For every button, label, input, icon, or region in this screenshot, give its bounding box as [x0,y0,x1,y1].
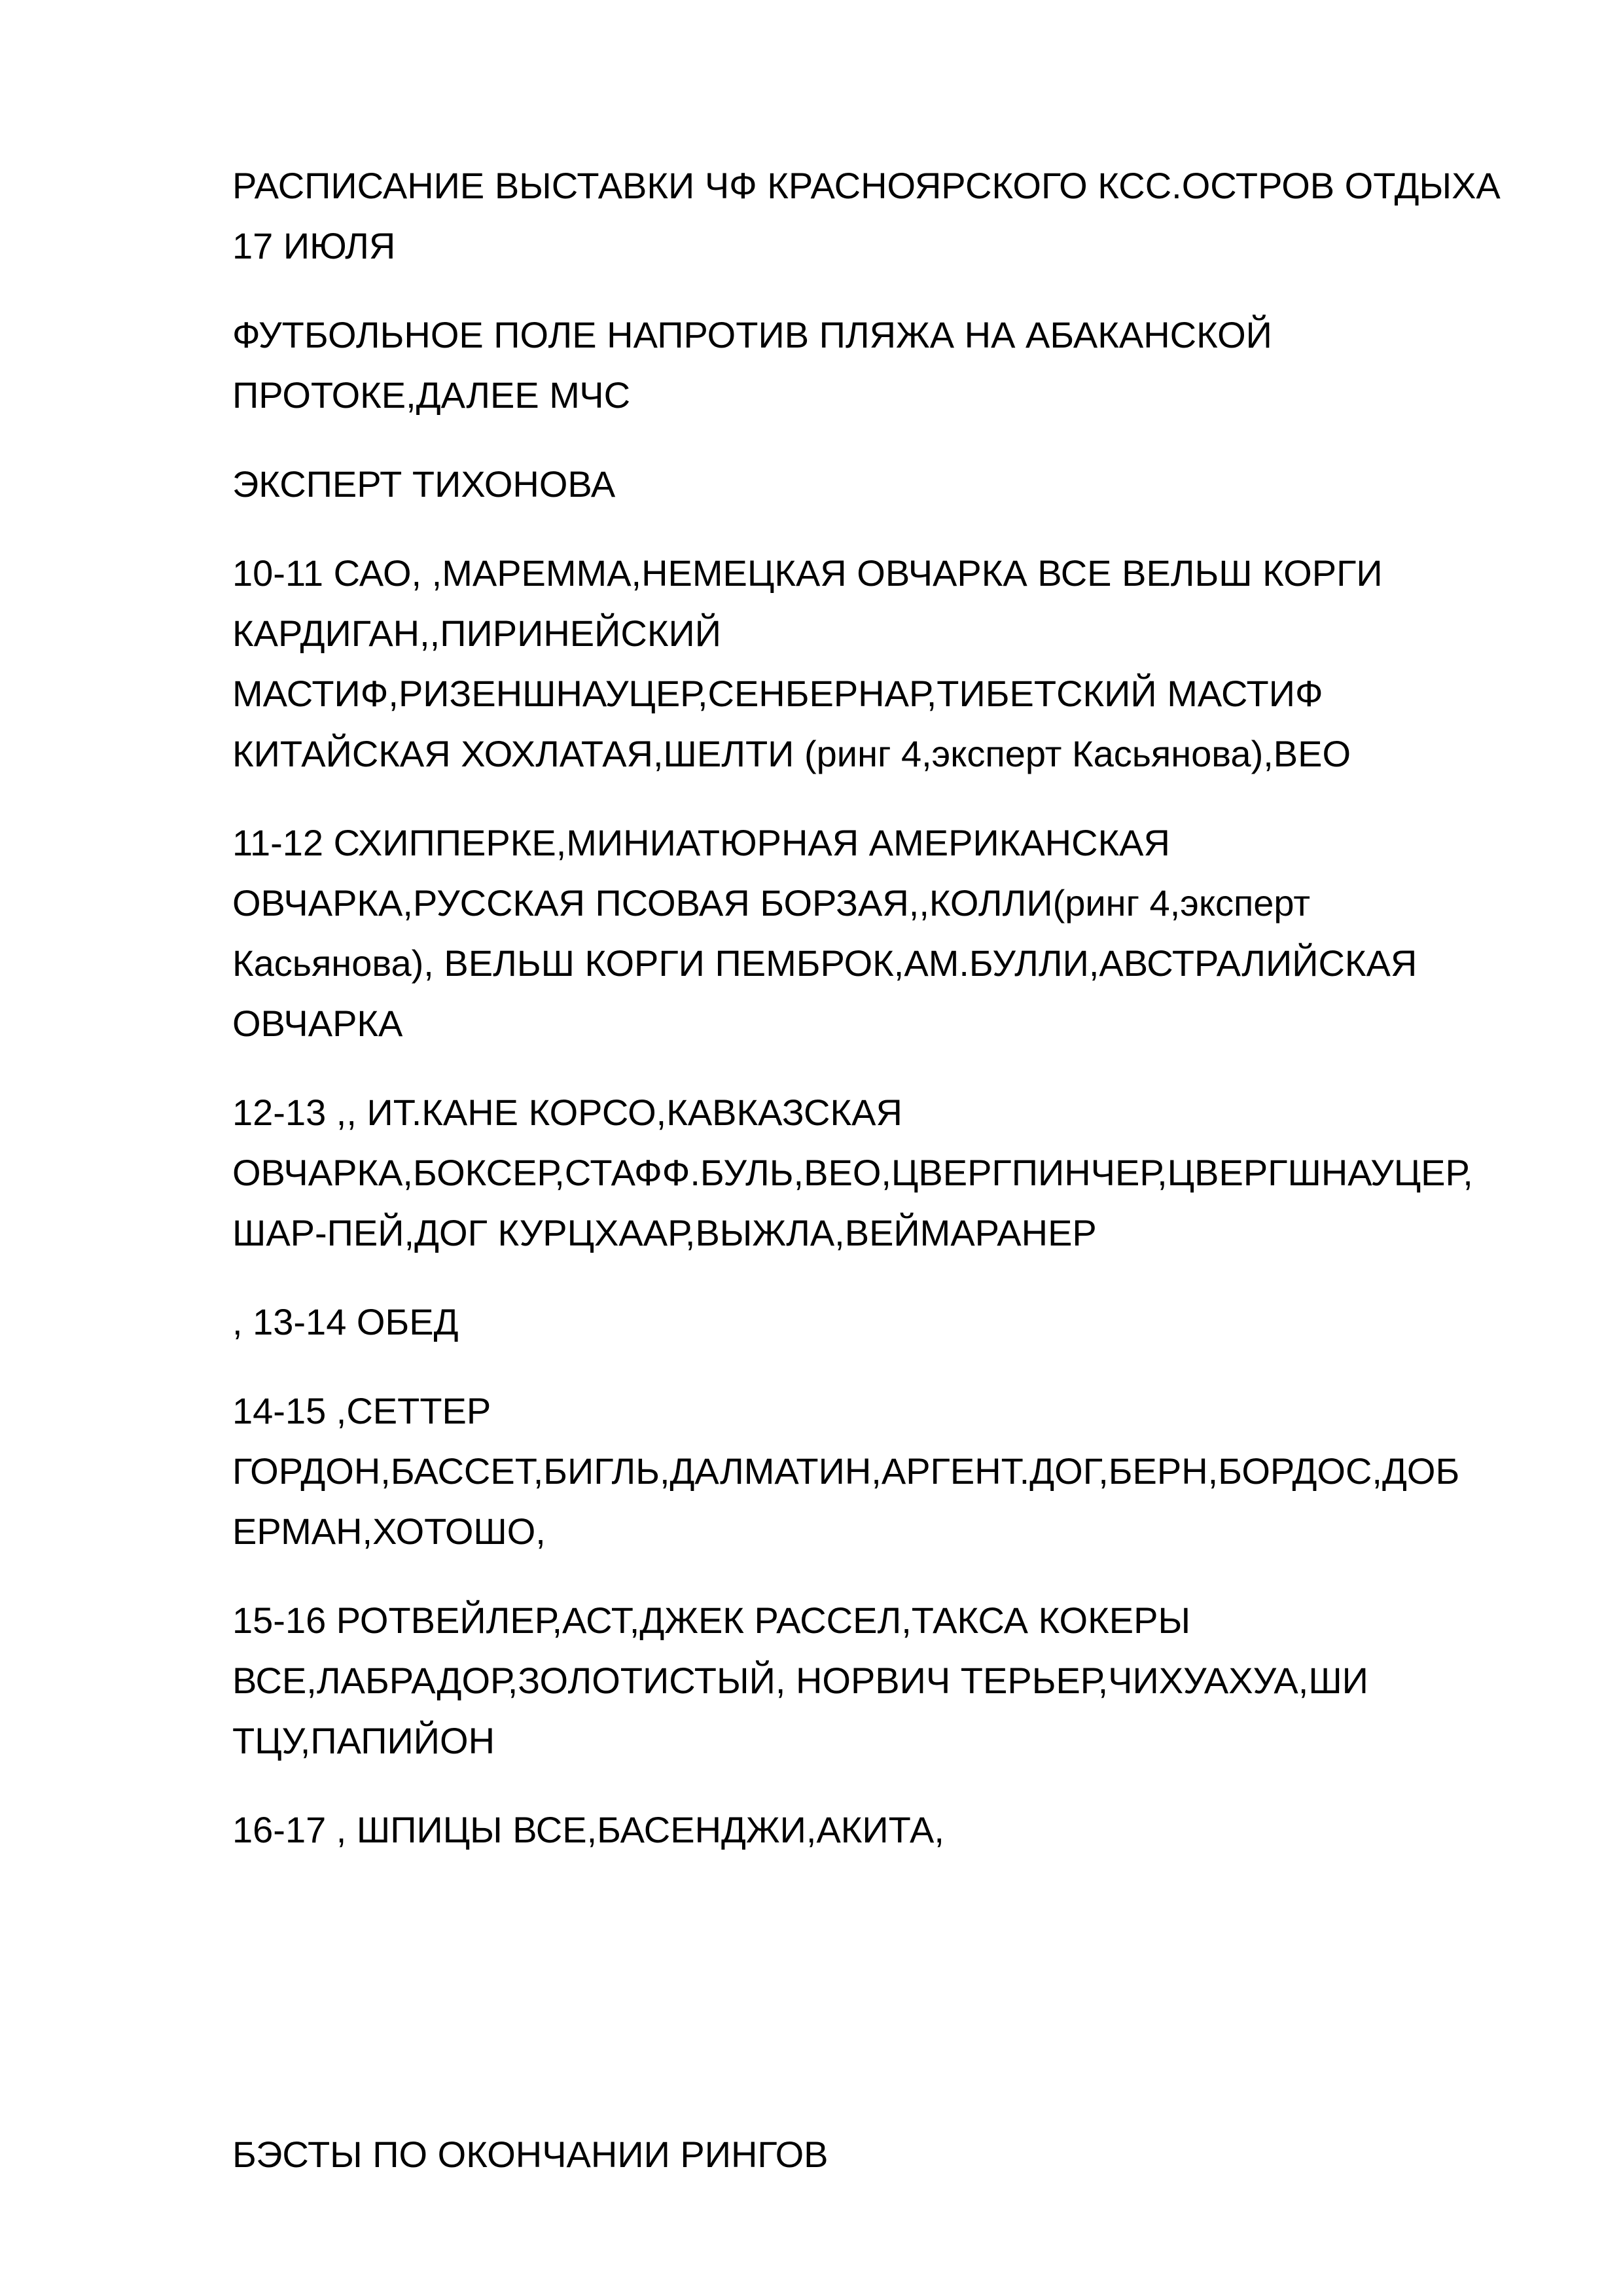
document-body [232,156,1554,2214]
text-line: ЭКСПЕРТ ТИХОНОВА [232,463,616,505]
text-line: ФУТБОЛЬНОЕ ПОЛЕ НАПРОТИВ ПЛЯЖА НА АБАКАНСКОЙ [232,314,1272,355]
title-paragraph [232,156,1554,276]
text-line: ШАР-ПЕЙ,ДОГ КУРЦХААР,ВЫЖЛА,ВЕЙМАРАНЕР [232,1212,1097,1253]
text-line: ОВЧАРКА,РУССКАЯ ПСОВАЯ БОРЗАЯ,,КОЛЛИ(ринг 4,эксперт [232,882,1310,924]
schedule-slot-15-16 [232,1590,1554,1771]
text-line: РАСПИСАНИЕ ВЫСТАВКИ ЧФ КРАСНОЯРСКОГО КСС.ОСТРОВ ОТДЫХА [232,165,1501,206]
text-line: ГОРДОН,БАССЕТ,БИГЛЬ,ДАЛМАТИН,АРГЕНТ.ДОГ,БЕРН,БОРДОС,ДОБ [232,1450,1460,1492]
text-line: ЕРМАН,ХОТОШО, [232,1511,546,1552]
schedule-slot-11-12 [232,813,1554,1054]
text-line: 15-16 РОТВЕЙЛЕР,АСТ,ДЖЕК РАССЕЛ,ТАКСА КОКЕРЫ [232,1600,1191,1641]
text-line: 16-17 , ШПИЦЫ ВСЕ,БАСЕНДЖИ,АКИТА, [232,1809,944,1850]
text-line: 14-15 ,СЕТТЕР [232,1390,491,1431]
text-line: ТЦУ,ПАПИЙОН [232,1720,495,1761]
location-paragraph [232,305,1554,425]
schedule-slot-10-11 [232,543,1554,784]
text-line: ВСЕ,ЛАБРАДОР,ЗОЛОТИСТЫЙ, НОРВИЧ ТЕРЬЕР,ЧИХУАХУА,ШИ [232,1660,1368,1701]
text-line: ОВЧАРКА,БОКСЕР,СТАФФ.БУЛЬ,ВЕО,ЦВЕРГПИНЧЕР,ЦВЕРГШНАУЦЕР, [232,1152,1473,1193]
text-line: ПРОТОКЕ,ДАЛЕЕ МЧС [232,374,631,416]
text-line: Касьянова), ВЕЛЬШ КОРГИ ПЕМБРОК,АМ.БУЛЛИ,АВСТРАЛИЙСКАЯ [232,942,1418,984]
text-line: 17 ИЮЛЯ [232,225,396,266]
expert-paragraph [232,454,1554,514]
text-line: 11-12 СХИППЕРКЕ,МИНИАТЮРНАЯ АМЕРИКАНСКАЯ [232,822,1170,863]
text-line: МАСТИФ,РИЗЕНШНАУЦЕР,СЕНБЕРНАР,ТИБЕТСКИЙ МАСТИФ [232,673,1323,714]
text-line: 10-11 САО, ,МАРЕММА,НЕМЕЦКАЯ ОВЧАРКА ВСЕ ВЕЛЬШ КОРГИ [232,552,1383,594]
schedule-slot-13-14-lunch [232,1292,1554,1352]
text-line: КИТАЙСКАЯ ХОХЛАТАЯ,ШЕЛТИ (ринг 4,эксперт Касьянова),ВЕО [232,733,1351,774]
schedule-slot-14-15 [232,1381,1554,1562]
footer-note [232,2125,1554,2185]
text-line: БЭСТЫ ПО ОКОНЧАНИИ РИНГОВ [232,2134,829,2175]
text-line: КАРДИГАН,,ПИРИНЕЙСКИЙ [232,613,721,654]
blank-space [232,1889,1554,2125]
text-line: ОВЧАРКА [232,1003,403,1044]
schedule-slot-16-17 [232,1800,1554,1860]
schedule-slot-12-13 [232,1083,1554,1263]
text-line: , 13-14 ОБЕД [232,1301,459,1342]
text-line: 12-13 ,, ИТ.КАНЕ КОРСО,КАВКАЗСКАЯ [232,1092,902,1133]
